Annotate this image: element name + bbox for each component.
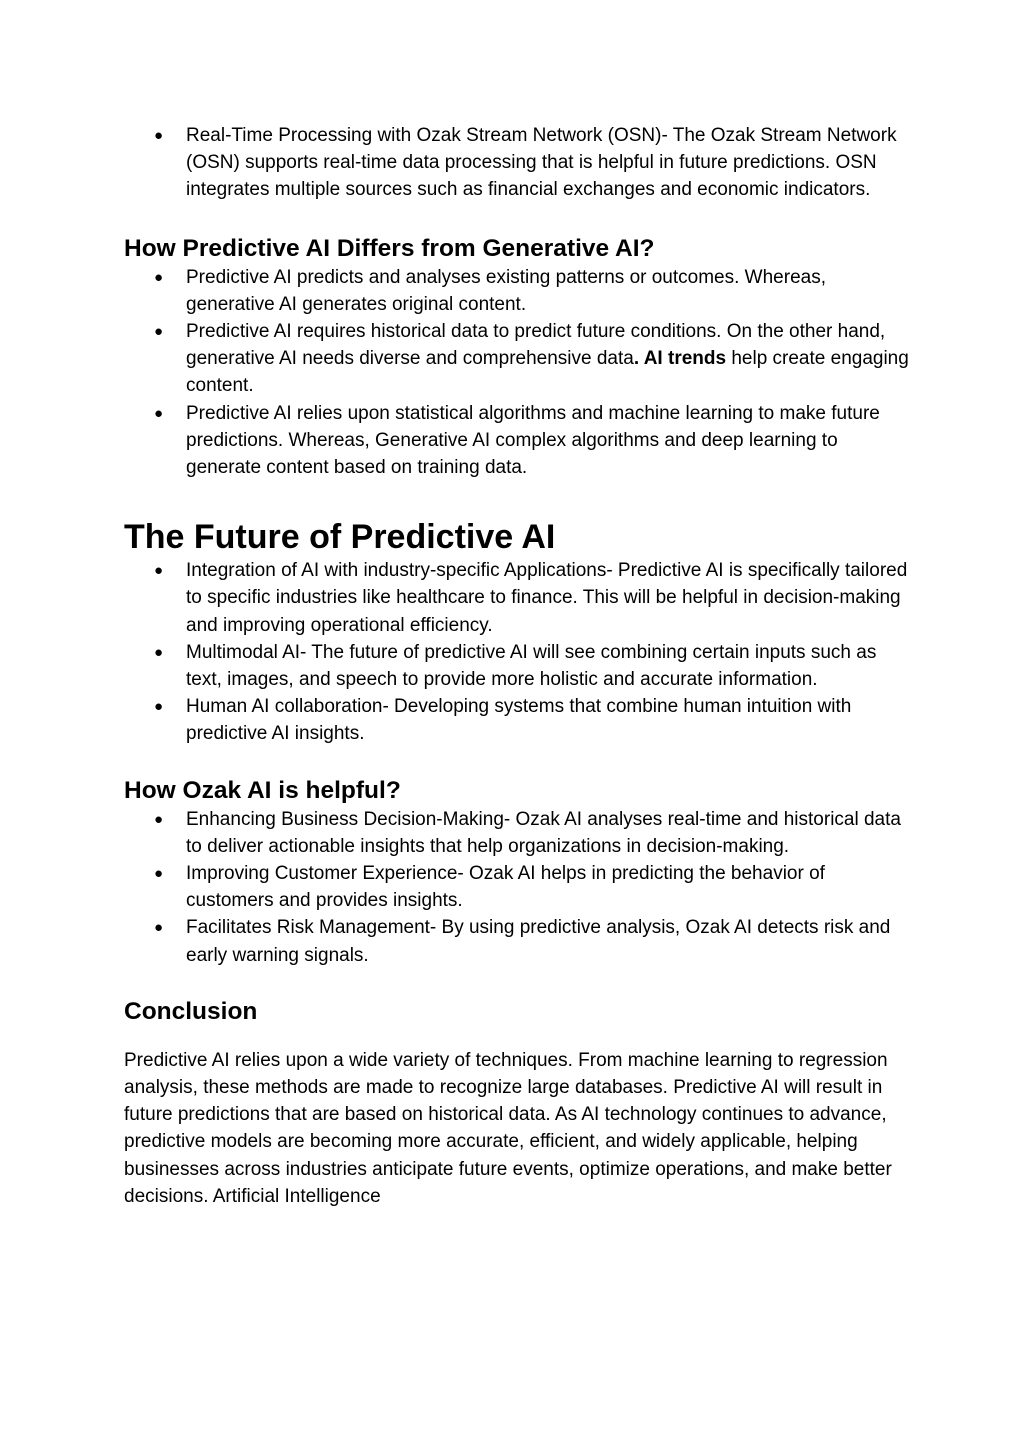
section-heading-conclusion: Conclusion bbox=[124, 997, 258, 1025]
differs-list bbox=[124, 264, 914, 482]
section-heading-ozak: How Ozak AI is helpful? bbox=[124, 776, 401, 804]
list-item bbox=[124, 914, 914, 968]
list-item-text: Predictive AI predicts and analyses existing patterns or outcomes. Whereas, generative AI generates original content. bbox=[186, 266, 826, 315]
list-item-text: Integration of AI with industry-specific Applications- Predictive AI is specifically tailored to specific industries like healthcare to finance. This will be helpful in decision-making and improving operational efficiency. bbox=[186, 560, 908, 636]
bullet-icon: ● bbox=[154, 323, 164, 341]
future-list bbox=[124, 557, 914, 747]
list-item-text: Real-Time Processing with Ozak Stream Network (OSN)- The Ozak Stream Network (OSN) supports real-time data processing that is helpful in future predictions. OSN integrates multiple sources such as financial exchanges and economic indicators. bbox=[186, 125, 897, 201]
bullet-icon: ● bbox=[154, 127, 164, 144]
list-item-text: Facilitates Risk Management- By using predictive analysis, Ozak AI detects risk and early warning signals. bbox=[186, 917, 891, 966]
list-item bbox=[124, 318, 914, 400]
list-item-text: Enhancing Business Decision-Making- Ozak AI analyses real-time and historical data to deliver actionable insights that help organizations in decision-making. bbox=[186, 808, 901, 857]
list-item-text: Predictive AI relies upon statistical algorithms and machine learning to make future predictions. Whereas, Generative AI complex algorithms and deep learning to generate content based on training data. bbox=[186, 402, 880, 479]
bullet-icon: ● bbox=[154, 404, 164, 422]
ozak-list bbox=[124, 806, 914, 969]
list-item bbox=[124, 557, 914, 639]
bullet-icon: ● bbox=[154, 698, 164, 716]
list-item bbox=[124, 860, 914, 914]
osn-list bbox=[124, 122, 914, 204]
ai-trends-bold-text: . AI trends bbox=[633, 348, 727, 370]
list-item bbox=[124, 264, 914, 318]
section-heading-differs: How Predictive AI Differs from Generative AI? bbox=[124, 234, 655, 262]
section-heading-future: The Future of Predictive AI bbox=[124, 518, 556, 557]
bullet-icon: ● bbox=[154, 865, 164, 883]
list-item-text: Multimodal AI- The future of predictive AI will see combining certain inputs such as text, images, and speech to provide more holistic and accurate information. bbox=[186, 641, 877, 691]
list-item-text-part: Predictive AI requires historical data to predict future conditions. On the other hand, generative AI needs diverse and comprehensive data bbox=[186, 321, 886, 370]
list-item-text: Human AI collaboration- Developing systems that combine human intuition with predictive AI insights. bbox=[186, 696, 852, 745]
list-item bbox=[124, 400, 914, 482]
bullet-icon: ● bbox=[154, 643, 164, 661]
bullet-icon: ● bbox=[154, 810, 164, 828]
bullet-icon: ● bbox=[154, 562, 164, 580]
bullet-icon: ● bbox=[154, 919, 164, 937]
list-item-text bbox=[186, 321, 909, 396]
conclusion-paragraph: Predictive AI relies upon a wide variety of techniques. From machine learning to regression analysis, these methods are made to recognize large databases. Predictive AI will result in future predictions that are based on historical data. As AI technology continues to advance, predictive models are becoming more accurate, efficient, and widely applicable, helping businesses across industries anticipate future events, optimize operations, and make better decisions. Artificial Intelligence bbox=[124, 1049, 892, 1207]
list-item bbox=[124, 122, 914, 204]
list-item bbox=[124, 806, 914, 860]
list-item bbox=[124, 639, 914, 693]
list-item bbox=[124, 693, 914, 747]
bullet-icon: ● bbox=[154, 268, 164, 286]
list-item-text: Improving Customer Experience- Ozak AI helps in predicting the behavior of customers and provides insights. bbox=[186, 863, 825, 912]
list-item-text-part: help create engaging content. bbox=[186, 348, 909, 397]
document-page bbox=[124, 122, 914, 1210]
